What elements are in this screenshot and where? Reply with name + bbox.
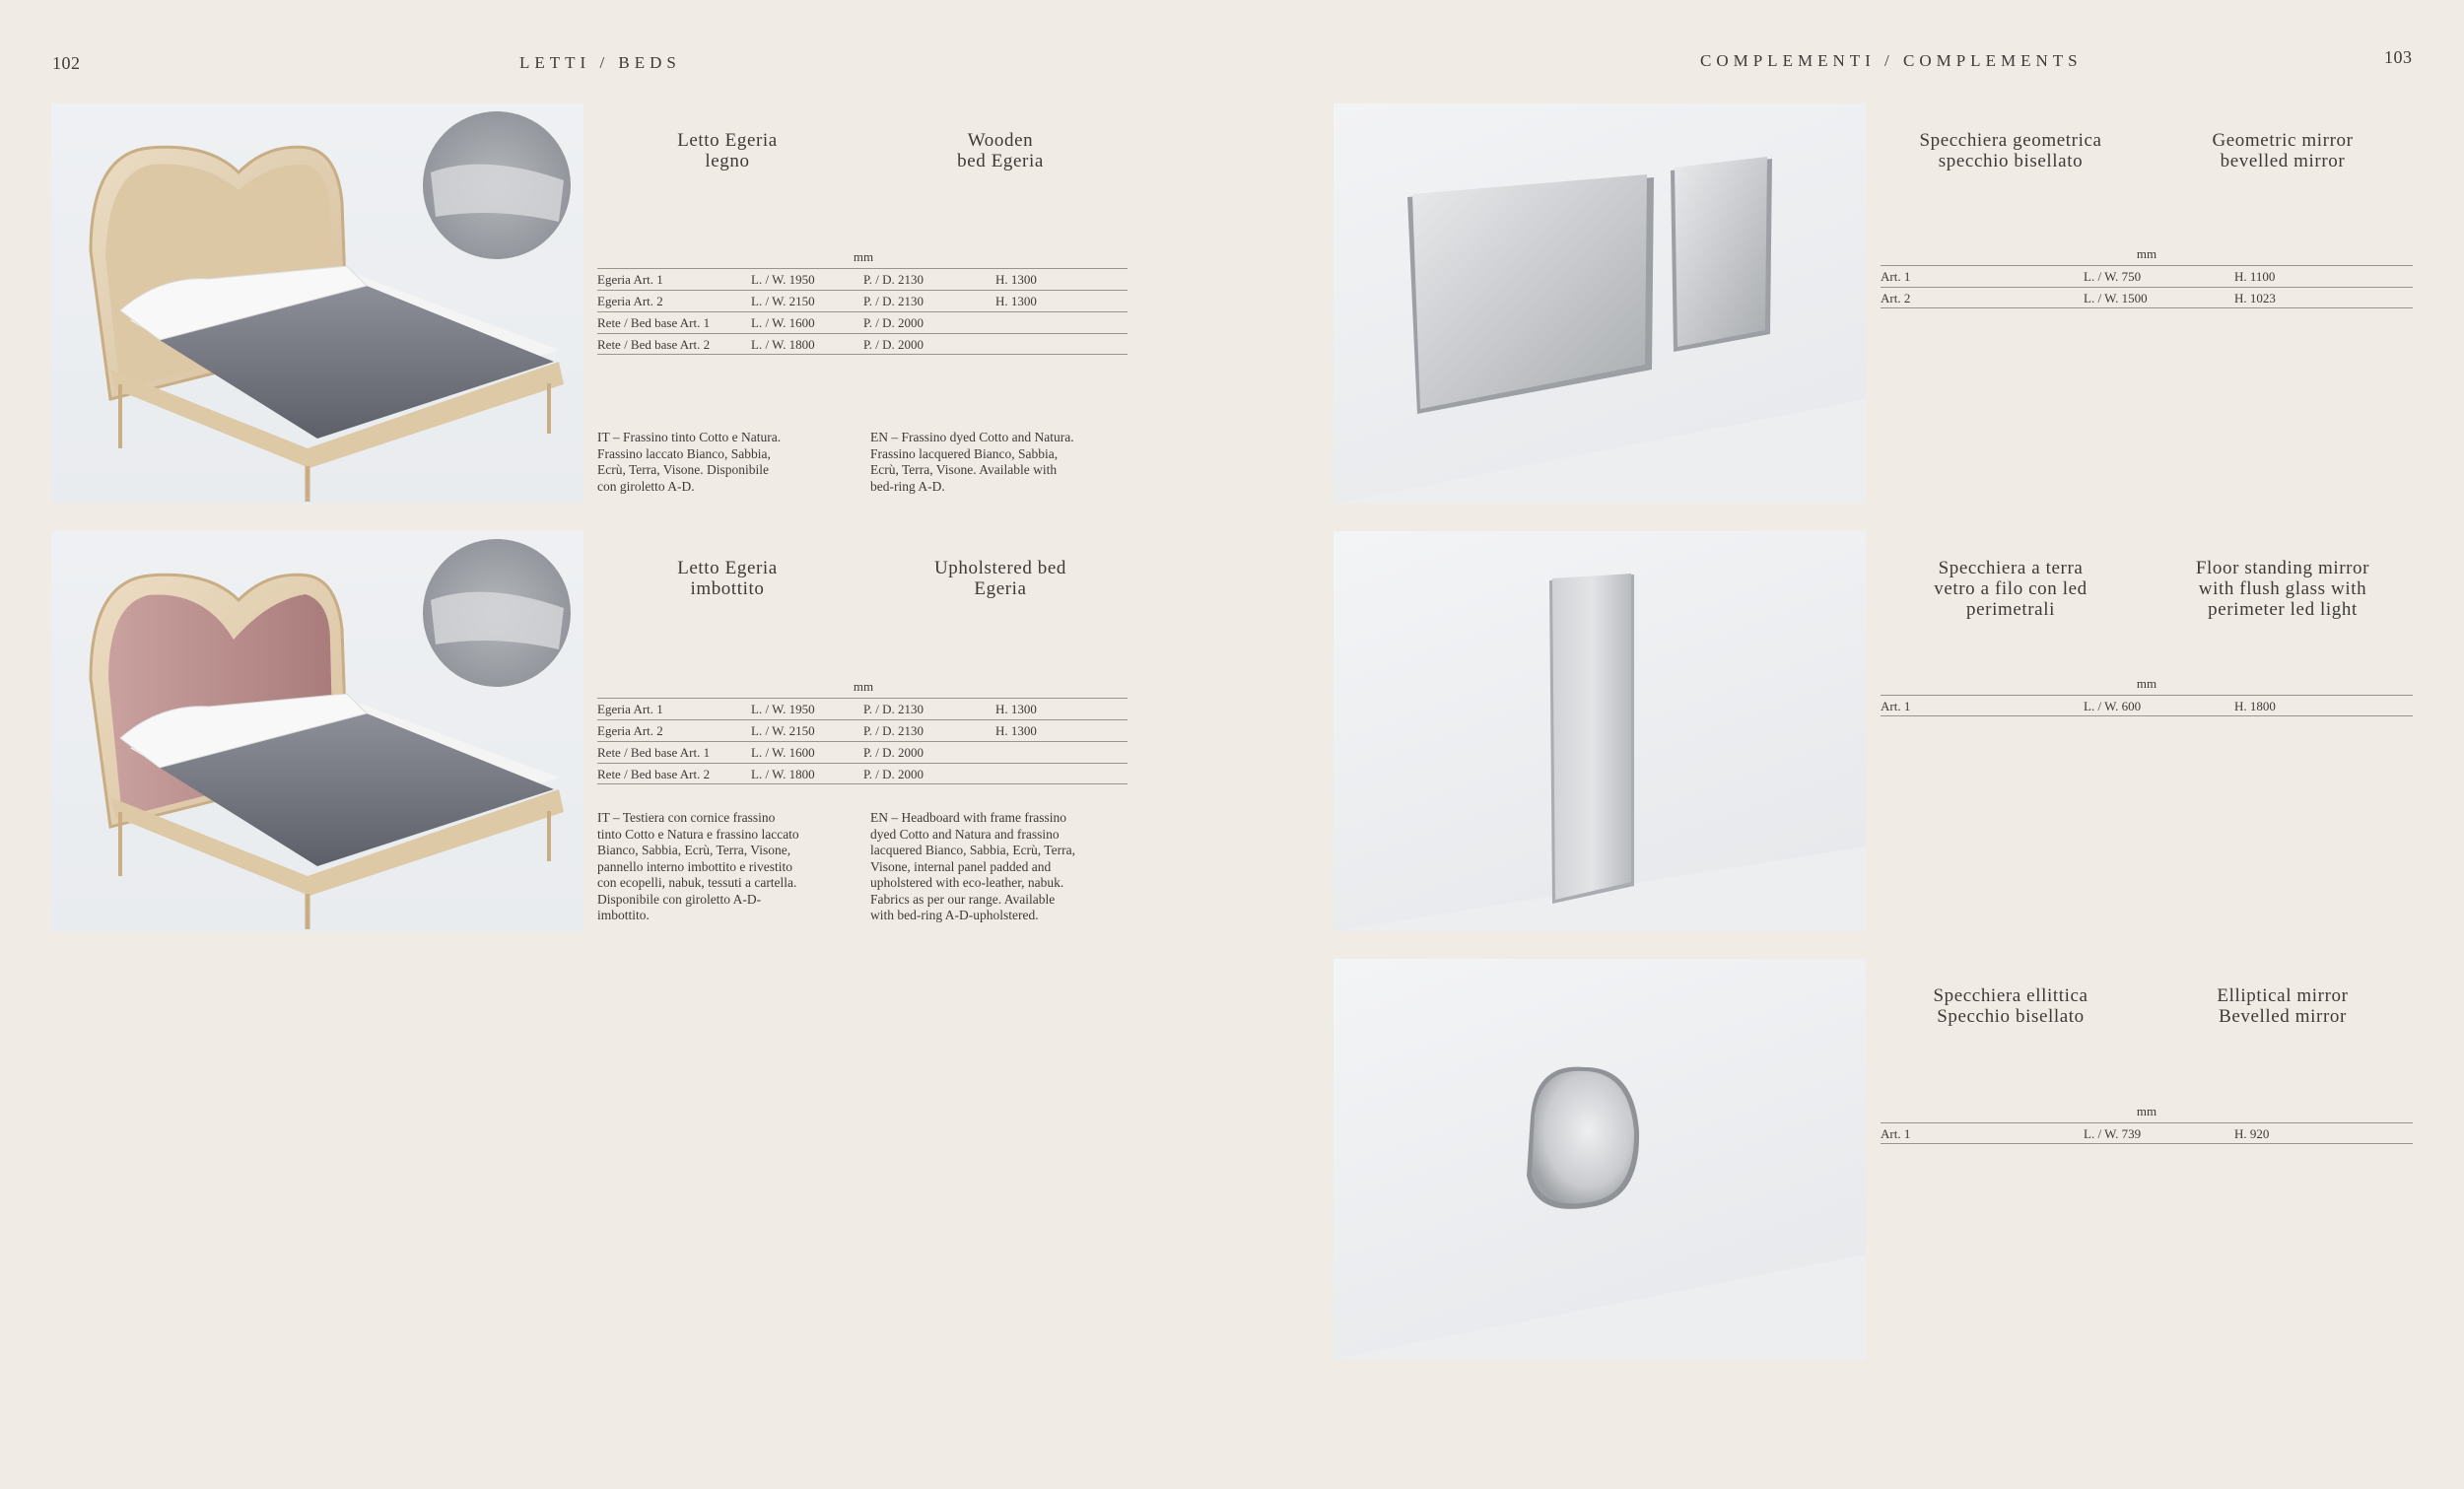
description-en: EN – Frassino dyed Cotto and Natura. Frassino lacquered Bianco, Sabbia, Ecrù, Terra, Visone. Available with bed-ring A-D.	[870, 430, 1074, 494]
table-row: Art. 1 L. / W. 750 H. 1100	[1881, 265, 2413, 287]
unit-label: mm	[2136, 1104, 2157, 1118]
product-title-it: Letto Egeria legno	[677, 130, 778, 171]
table-row: Art. 1 L. / W. 739 H. 920	[1881, 1122, 2413, 1144]
spec-table	[597, 268, 1128, 355]
product-title-en: Wooden bed Egeria	[957, 130, 1044, 171]
product-title-it: Letto Egeria imbottito	[677, 558, 778, 599]
page-number-right: 103	[2384, 47, 2413, 67]
product-title-it: Specchiera a terra vetro a filo con led perimetrali	[1934, 558, 2088, 620]
table-row: Egeria Art. 2 L. / W. 2150 P. / D. 2130 H. 1300	[597, 719, 1128, 741]
description-en: EN – Headboard with frame frassino dyed Cotto and Natura and frassino lacquered Bianco, Sabbia, Ecrù, Terra, Visone, internal panel padded and upholstered with eco-leather, nabuk. Fabrics as per our range. Available with bed-ring A-D-upholstered.	[870, 810, 1075, 922]
table-row: Rete / Bed base Art. 2 L. / W. 1800 P. / D. 2000	[597, 333, 1128, 355]
unit-label: mm	[853, 249, 874, 264]
table-row: Egeria Art. 1 L. / W. 1950 P. / D. 2130 H. 1300	[597, 698, 1128, 719]
unit-label: mm	[2136, 676, 2157, 691]
unit-label: mm	[853, 679, 874, 694]
table-row: Rete / Bed base Art. 1 L. / W. 1600 P. / D. 2000	[597, 741, 1128, 763]
product-title-en: Geometric mirror bevelled mirror	[2212, 130, 2354, 171]
spec-table	[1881, 265, 2413, 308]
description-it: IT – Testiera con cornice frassino tinto Cotto e Natura e frassino laccato Bianco, Sabbia, Ecrù, Terra, Visone, pannello interno imbottito e rivestito con ecopelli, nabuk, tessuti a cartella. Disponibile con giroletto A-D- imbottito.	[597, 810, 799, 922]
floor-mirror-photo	[1334, 531, 1866, 931]
unit-label: mm	[2136, 246, 2157, 261]
product-title-en: Floor standing mirror with flush glass with perimeter led light	[2195, 558, 2370, 620]
product-title-en: Elliptical mirror Bevelled mirror	[2217, 985, 2349, 1027]
elliptical-mirror-photo	[1334, 959, 1866, 1359]
description-it: IT – Frassino tinto Cotto e Natura. Frassino laccato Bianco, Sabbia, Ecrù, Terra, Visone. Disponibile con giroletto A-D.	[597, 430, 782, 494]
table-row: Egeria Art. 1 L. / W. 1950 P. / D. 2130 H. 1300	[597, 268, 1128, 290]
product-title-it: Specchiera geometrica specchio bisellato	[1919, 130, 2102, 171]
table-row: Rete / Bed base Art. 1 L. / W. 1600 P. / D. 2000	[597, 311, 1128, 333]
table-row: Art. 2 L. / W. 1500 H. 1023	[1881, 287, 2413, 308]
page-number-left: 102	[52, 53, 81, 73]
section-header-left: LETTI / BEDS	[519, 53, 681, 72]
spec-table	[1881, 1122, 2413, 1144]
product-title-en: Upholstered bed Egeria	[933, 558, 1067, 599]
table-row: Art. 1 L. / W. 600 H. 1800	[1881, 695, 2413, 716]
wooden-bed-photo	[51, 103, 583, 504]
product-title-it: Specchiera ellittica Specchio bisellato	[1933, 985, 2088, 1027]
geometric-mirror-photo	[1334, 103, 1866, 504]
upholstered-bed-photo	[51, 531, 583, 931]
table-row: Rete / Bed base Art. 2 L. / W. 1800 P. / D. 2000	[597, 763, 1128, 784]
spec-table	[1881, 695, 2413, 716]
section-header-right: COMPLEMENTI / COMPLEMENTS	[1700, 51, 2083, 70]
table-row: Egeria Art. 2 L. / W. 2150 P. / D. 2130 H. 1300	[597, 290, 1128, 311]
spec-table	[597, 698, 1128, 784]
